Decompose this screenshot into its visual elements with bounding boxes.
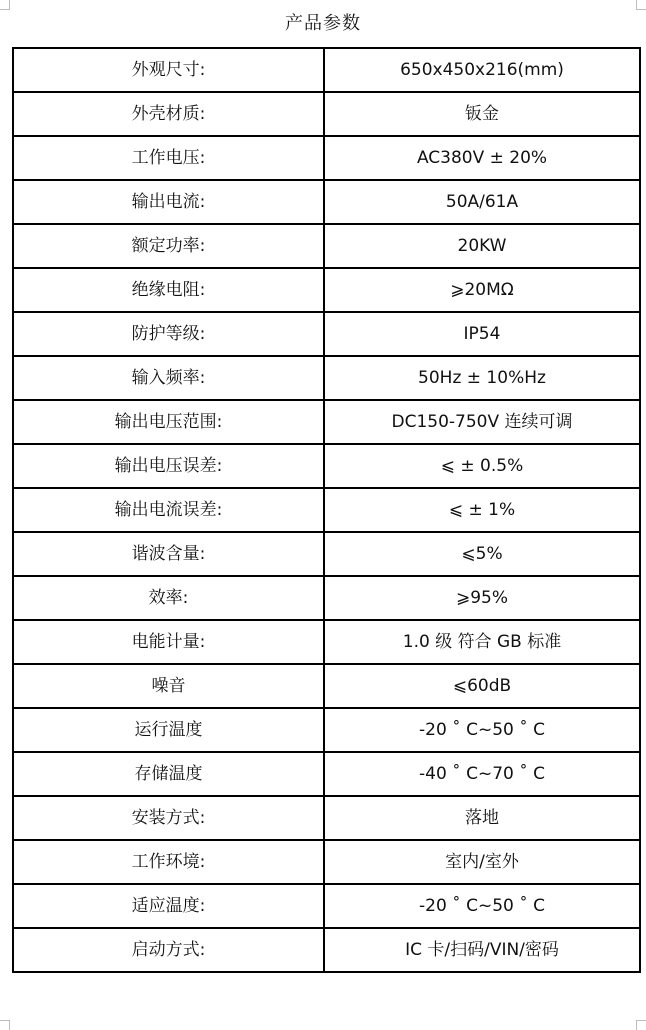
parameter-value: 室内/室外 bbox=[324, 840, 640, 884]
corner-mark-top-right bbox=[636, 0, 646, 10]
parameter-label: 输出电压范围: bbox=[13, 400, 324, 444]
parameter-label: 输入频率: bbox=[13, 356, 324, 400]
parameter-table-body bbox=[13, 48, 640, 972]
parameter-value: IC 卡/扫码/VIN/密码 bbox=[324, 928, 640, 972]
table-row bbox=[13, 928, 640, 972]
table-row bbox=[13, 620, 640, 664]
parameter-value: -20 ˚ C~50 ˚ C bbox=[324, 884, 640, 928]
corner-mark-bottom-right bbox=[636, 1020, 646, 1030]
page-title: 产品参数 bbox=[285, 13, 361, 34]
table-row bbox=[13, 180, 640, 224]
parameter-label: 工作电压: bbox=[13, 136, 324, 180]
parameter-value: -40 ˚ C~70 ˚ C bbox=[324, 752, 640, 796]
table-row bbox=[13, 664, 640, 708]
parameter-label: 外观尺寸: bbox=[13, 48, 324, 92]
table-row bbox=[13, 488, 640, 532]
parameter-label: 额定功率: bbox=[13, 224, 324, 268]
table-row bbox=[13, 708, 640, 752]
parameter-label: 安装方式: bbox=[13, 796, 324, 840]
parameter-label: 噪音 bbox=[13, 664, 324, 708]
parameter-value: AC380V ± 20% bbox=[324, 136, 640, 180]
table-row bbox=[13, 312, 640, 356]
parameter-value: 20KW bbox=[324, 224, 640, 268]
parameter-label: 输出电压误差: bbox=[13, 444, 324, 488]
table-row bbox=[13, 884, 640, 928]
parameter-label: 外壳材质: bbox=[13, 92, 324, 136]
parameter-value: 1.0 级 符合 GB 标准 bbox=[324, 620, 640, 664]
parameter-value: -20 ˚ C~50 ˚ C bbox=[324, 708, 640, 752]
table-row bbox=[13, 840, 640, 884]
parameter-label: 存储温度 bbox=[13, 752, 324, 796]
parameter-label: 绝缘电阻: bbox=[13, 268, 324, 312]
parameter-value: ⩽ ± 1% bbox=[324, 488, 640, 532]
parameter-label: 输出电流误差: bbox=[13, 488, 324, 532]
table-row bbox=[13, 752, 640, 796]
table-row bbox=[13, 444, 640, 488]
parameter-value: 50A/61A bbox=[324, 180, 640, 224]
parameter-label: 谐波含量: bbox=[13, 532, 324, 576]
parameter-label: 效率: bbox=[13, 576, 324, 620]
parameter-value: 50Hz ± 10%Hz bbox=[324, 356, 640, 400]
parameter-label: 工作环境: bbox=[13, 840, 324, 884]
table-row bbox=[13, 576, 640, 620]
parameter-value: 落地 bbox=[324, 796, 640, 840]
parameter-label: 启动方式: bbox=[13, 928, 324, 972]
table-row bbox=[13, 92, 640, 136]
parameter-value: DC150-750V 连续可调 bbox=[324, 400, 640, 444]
parameter-value: IP54 bbox=[324, 312, 640, 356]
parameter-value: ⩾20MΩ bbox=[324, 268, 640, 312]
table-row bbox=[13, 48, 640, 92]
table-row bbox=[13, 356, 640, 400]
parameter-value: ⩾95% bbox=[324, 576, 640, 620]
parameter-value: ⩽5% bbox=[324, 532, 640, 576]
parameter-value: 650x450x216(mm) bbox=[324, 48, 640, 92]
parameter-table bbox=[12, 47, 641, 973]
parameter-value: ⩽60dB bbox=[324, 664, 640, 708]
parameter-label: 适应温度: bbox=[13, 884, 324, 928]
table-row bbox=[13, 796, 640, 840]
corner-mark-top-left bbox=[0, 0, 10, 10]
parameter-label: 运行温度 bbox=[13, 708, 324, 752]
table-row bbox=[13, 268, 640, 312]
table-row bbox=[13, 136, 640, 180]
table-row bbox=[13, 400, 640, 444]
parameter-label: 电能计量: bbox=[13, 620, 324, 664]
parameter-label: 防护等级: bbox=[13, 312, 324, 356]
parameter-label: 输出电流: bbox=[13, 180, 324, 224]
parameter-value: 钣金 bbox=[324, 92, 640, 136]
corner-mark-bottom-left bbox=[0, 1020, 10, 1030]
table-row bbox=[13, 224, 640, 268]
parameter-value: ⩽ ± 0.5% bbox=[324, 444, 640, 488]
table-row bbox=[13, 532, 640, 576]
